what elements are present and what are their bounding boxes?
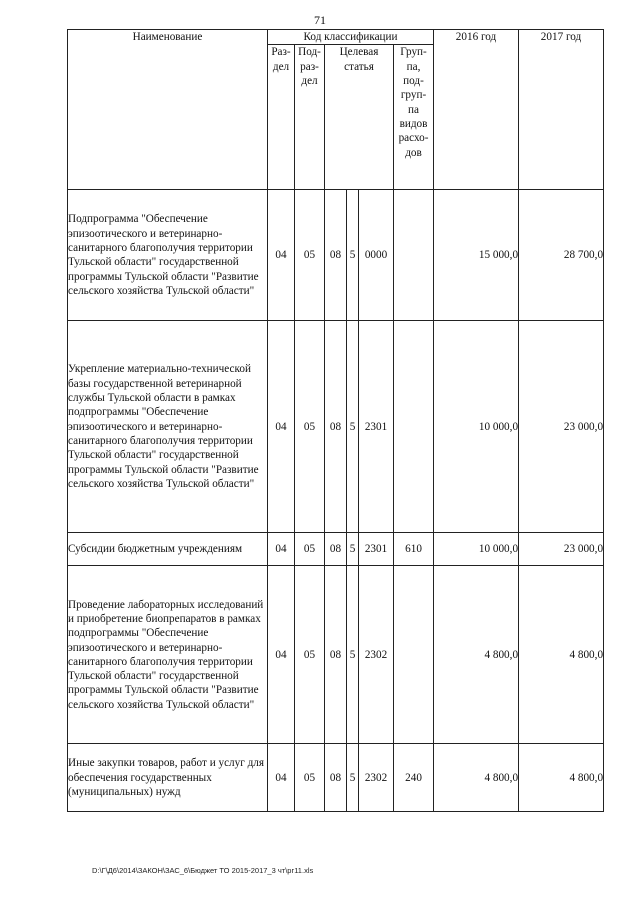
row-value-2016: 4 800,0: [434, 566, 519, 744]
row-target-part3: 0000: [359, 190, 394, 321]
header-subsection: Под- раз- дел: [295, 45, 325, 190]
row-target-part2: 5: [347, 321, 359, 533]
row-target-part1: 08: [325, 566, 347, 744]
row-section: 04: [268, 744, 295, 812]
row-section: 04: [268, 533, 295, 566]
header-expense-group: Груп- па, под- груп- па видов расхо- дов: [394, 45, 434, 190]
header-target-article: Целевая статья: [325, 45, 394, 190]
row-value-2016: 15 000,0: [434, 190, 519, 321]
table-row: [68, 744, 604, 812]
row-target-part1: 08: [325, 533, 347, 566]
row-expense-group: 610: [394, 533, 434, 566]
row-subsection: 05: [295, 566, 325, 744]
row-expense-group: [394, 321, 434, 533]
header-year-2016: 2016 год: [434, 30, 519, 190]
row-target-part2: 5: [347, 744, 359, 812]
row-target-part3: 2302: [359, 744, 394, 812]
row-subsection: 05: [295, 321, 325, 533]
row-name: Укрепление материально-технической базы государственной ветеринарной службы Тульской области в рамках подпрограммы "Обеспечение эпизоотического и ветеринарно-санитарного благополучия территории Тульской области" государственной программы Тульской области "Развитие сельского хозяйства Тульской области": [68, 321, 268, 533]
row-expense-group: [394, 566, 434, 744]
row-value-2017: 4 800,0: [519, 744, 604, 812]
budget-table: [67, 29, 604, 812]
table-row: [68, 533, 604, 566]
row-value-2017: 28 700,0: [519, 190, 604, 321]
row-section: 04: [268, 321, 295, 533]
row-target-part3: 2302: [359, 566, 394, 744]
row-target-part2: 5: [347, 533, 359, 566]
row-value-2016: 10 000,0: [434, 321, 519, 533]
row-target-part3: 2301: [359, 321, 394, 533]
row-value-2016: 4 800,0: [434, 744, 519, 812]
header-year-2017: 2017 год: [519, 30, 604, 190]
row-target-part1: 08: [325, 190, 347, 321]
row-section: 04: [268, 190, 295, 321]
row-subsection: 05: [295, 533, 325, 566]
row-target-part2: 5: [347, 566, 359, 744]
row-target-part2: 5: [347, 190, 359, 321]
row-name: Проведение лабораторных исследований и приобретение биопрепаратов в рамках подпрограммы "Обеспечение эпизоотического и ветеринарно-санитарного благополучия территории Тульской области" государственной программы Тульской области "Развитие сельского хозяйства Тульской области": [68, 566, 268, 744]
header-name: Наименование: [68, 30, 268, 190]
row-name: Иные закупки товаров, работ и услуг для обеспечения государственных (муниципальных) нужд: [68, 744, 268, 812]
row-target-part1: 08: [325, 744, 347, 812]
header-classification-code: Код классификации: [268, 30, 434, 45]
row-value-2017: 23 000,0: [519, 321, 604, 533]
row-target-part3: 2301: [359, 533, 394, 566]
header-section: Раз- дел: [268, 45, 295, 190]
row-name: Подпрограмма "Обеспечение эпизоотического и ветеринарно-санитарного благополучия территории Тульской области" государственной программы Тульской области "Развитие сельского хозяйства Тульской области": [68, 190, 268, 321]
row-subsection: 05: [295, 744, 325, 812]
file-path-footer: D:\Г\Д6\2014\ЗАКОН\ЗАС_6\Бюджет ТО 2015-2017_3 чт\рг11.xls: [92, 866, 314, 875]
row-value-2017: 23 000,0: [519, 533, 604, 566]
row-subsection: 05: [295, 190, 325, 321]
row-section: 04: [268, 566, 295, 744]
table-row: [68, 321, 604, 533]
row-expense-group: 240: [394, 744, 434, 812]
row-value-2016: 10 000,0: [434, 533, 519, 566]
row-name: Субсидии бюджетным учреждениям: [68, 533, 268, 566]
row-expense-group: [394, 190, 434, 321]
table-row: [68, 566, 604, 744]
page-number: 71: [314, 13, 326, 27]
row-value-2017: 4 800,0: [519, 566, 604, 744]
row-target-part1: 08: [325, 321, 347, 533]
table-row: [68, 190, 604, 321]
